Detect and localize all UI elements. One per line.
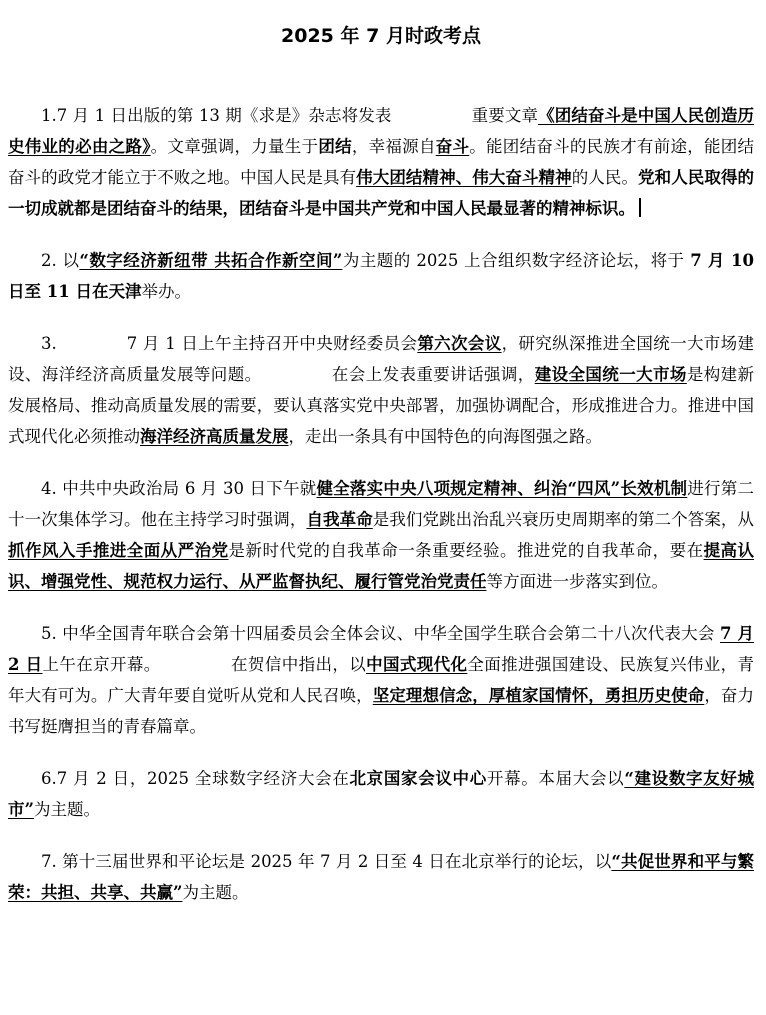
- p3-emphasis: 海洋经济高质量发展: [140, 427, 289, 446]
- paragraph-6: [8, 763, 754, 825]
- p7-text: 7. 第十三届世界和平论坛是 2025 年 7 月 2 日至 4 日在北京举行的论坛，以: [41, 852, 612, 871]
- p7-emphasis: “共促世界和平与繁荣：共担、共享、共赢”: [8, 852, 754, 902]
- p4-emphasis: 抓作风入手推进全面从严治党: [8, 541, 229, 560]
- p4-text: 等方面进一步落实到位。: [486, 572, 668, 591]
- p4-emphasis: 健全落实中央八项规定精神、纠治“四风”长效机制: [316, 479, 688, 498]
- p6-text: 6.7 月 2 日，2025 全球数字经济大会在: [41, 769, 350, 788]
- p1-emphasis: 《团结奋斗是中国人民创造历史伟业的必由之路》: [8, 106, 755, 156]
- p1-emphasis: 团结: [318, 137, 352, 156]
- p7-text: 为主题。: [182, 883, 249, 902]
- p6-text: 开幕。本届大会以: [486, 769, 625, 788]
- p4-emphasis: 提高认识、增强党性、规范权力运行、从严监督执纪、履行管党治党责任: [8, 541, 755, 591]
- p2-text: 举办。: [141, 282, 191, 301]
- p3-text: 3.: [41, 334, 57, 353]
- p1-text: ，幸福源自: [351, 137, 436, 156]
- p1-emphasis: 党和人民取得的一切成就都是团结奋斗的结果，团结奋斗是中国共产党和中国人民最显著的精神标识。: [8, 168, 755, 218]
- p6-emphasis: 北京国家会议中心: [349, 769, 487, 788]
- paragraph-1: [8, 100, 754, 224]
- p3-text: 是构建新发展格局、推动高质量发展的需要，要认真落实党中央部署，加强协调配合，形成推进合力。推进中国式现代化必须推动: [8, 365, 755, 446]
- p1-text: 。文章强调，力量生于: [150, 137, 319, 156]
- p5-text: 在贺信中指出，以: [230, 655, 367, 674]
- p4-text: 是新时代党的自我革命一条重要经验。推进党的自我革命，要在: [228, 541, 704, 560]
- document-title: 2025 年 7 月时政考点: [281, 25, 481, 47]
- paragraph-7: [8, 846, 754, 908]
- p5-text: 全面推进强国建设、民族复兴伟业，青年大有可为。广大青年要自觉听从党和人民召唤，: [8, 655, 755, 705]
- p2-emphasis: 7 月 10 日至 11 日在天津: [8, 251, 754, 301]
- p4-text: 进行第二十一次集体学习。他在主持学习时强调，: [8, 479, 754, 529]
- p3-text: 在会上发表重要讲话强调，: [331, 365, 535, 384]
- p5-text: 5. 中华全国青年联合会第十四届委员会全体会议、中华全国学生联合会第二十八次代表大会: [41, 624, 721, 643]
- text-cursor: [639, 198, 641, 217]
- p6-emphasis: “建设数字友好城市”: [8, 769, 755, 819]
- p4-text: 是我们党跳出治乱兴衰历史周期率的第二个答案，从: [372, 510, 755, 529]
- p4-emphasis: 自我革命: [306, 510, 373, 529]
- p3-emphasis: 建设全国统一大市场: [534, 365, 687, 384]
- p1-emphasis: 奋斗: [435, 137, 470, 156]
- p3-text: ，研究纵深推进全国统一大市场建设、海洋经济高质量发展等问题。: [8, 334, 755, 384]
- p1-text: 重要文章: [471, 106, 539, 125]
- p6-text: 为主题。: [34, 800, 100, 819]
- paragraph-5: [8, 618, 754, 742]
- p3-text: ，走出一条具有中国特色的向海图强之路。: [288, 427, 602, 446]
- p5-text: 上午在京开幕。: [42, 655, 161, 674]
- p3-text: 7 月 1 日上午主持召开中央财经委员会: [126, 334, 418, 353]
- p4-text: 4. 中共中央政治局 6 月 30 日下午就: [41, 479, 317, 498]
- p3-emphasis: 第六次会议: [417, 334, 502, 353]
- p1-text: 1.7 月 1 日出版的第 13 期《求是》杂志将发表: [41, 106, 392, 125]
- p5-emphasis: 坚定理想信念，厚植家国情怀，勇担历史使命: [372, 686, 705, 705]
- p2-text: 2. 以: [41, 251, 80, 270]
- p2-emphasis: “数字经济新纽带 共拓合作新空间”: [79, 251, 343, 270]
- p5-emphasis: 7 月 2 日: [8, 624, 754, 674]
- p1-emphasis: 伟大团结精神、伟大奋斗精神: [356, 168, 572, 187]
- p2-text: 为主题的 2025 上合组织数字经济论坛，将于: [342, 251, 691, 270]
- paragraph-4: [8, 473, 754, 597]
- paragraph-2: [8, 245, 754, 307]
- p1-text: 。能团结奋斗的民族才有前途，能团结奋斗的政党才能立于不败之地。中国人民是具有: [8, 137, 755, 187]
- p5-text: ，奋力书写挺膺担当的青春篇章。: [8, 686, 755, 736]
- p1-text: 的人民。: [571, 168, 639, 187]
- p5-emphasis: 中国式现代化: [366, 655, 468, 674]
- paragraph-3: [8, 328, 754, 452]
